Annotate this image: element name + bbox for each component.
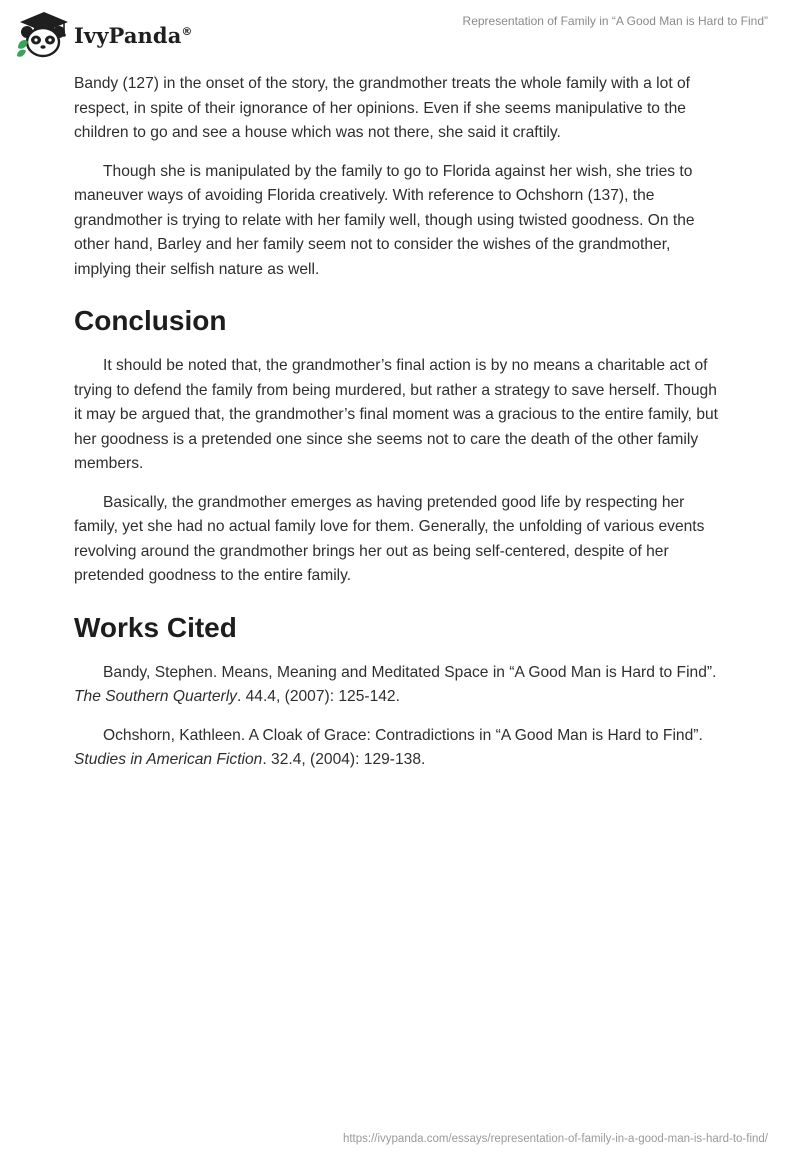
- citation-details: . 44.4, (2007): 125-142.: [236, 688, 400, 705]
- source-url[interactable]: https://ivypanda.com/essays/representation-of-family-in-a-good-man-is-hard-to-find/: [342, 1133, 768, 1145]
- citation-journal: The Southern Quarterly: [74, 688, 237, 705]
- paragraph-2: Though she is manipulated by the family to go to Florida against her wish, she tries to maneuver ways of avoiding Florida creatively. With reference to Ochshorn (137), the grandmother is trying to relate with her family well, though using twisted goodness. On the other hand, Barley and her family seem not to consider the wishes of the grandmother, implying their selfish nature as well.: [74, 162, 695, 278]
- logo-text: IvyPanda®: [74, 22, 193, 48]
- paragraph-4: Basically, the grandmother emerges as having pretended good life by respecting her family, yet she had no actual family love for them. Generally, the unfolding of various events revolving around the grandmother brings her out as being self-centered, despite of her pretended goodness to the entire family.: [74, 493, 705, 584]
- works-cited-heading: Works Cited: [74, 611, 237, 643]
- panda-logo-icon: [14, 8, 72, 60]
- citation-journal: Studies in American Fiction: [74, 751, 263, 768]
- citation-bandy: [74, 661, 724, 710]
- paragraph-3: It should be noted that, the grandmother’s final action is by no means a charitable act of trying to defend the family from being murdered, but rather a strategy to save herself. Though it may be argued that, the grandmother’s final moment was a gracious to the entire family, but her goodness is a pretended one since she seems not to care the death of the other family members.: [74, 357, 719, 472]
- citation-text: Ochshorn, Kathleen. A Cloak of Grace: Contradictions in “A Good Man is Hard to Find”.: [103, 726, 703, 744]
- document-title: Representation of Family in “A Good Man is Hard to Find”: [462, 14, 768, 28]
- citation-text: Bandy, Stephen. Means, Meaning and Meditated Space in “A Good Man is Hard to Find”.: [103, 663, 717, 681]
- ivypanda-logo[interactable]: [14, 8, 193, 60]
- paragraph-1: Bandy (127) in the onset of the story, the grandmother treats the whole family with a lot of respect, in spite of their ignorance of her opinions. Even if she seems manipulative to the children to go and see a house which was not there, she said it craftily.: [74, 75, 690, 141]
- citation-ochshorn: [74, 724, 724, 773]
- citation-details: . 32.4, (2004): 129-138.: [262, 751, 426, 768]
- registered-mark: ®: [181, 24, 193, 38]
- page-header: [0, 0, 800, 70]
- conclusion-heading: Conclusion: [74, 305, 227, 336]
- essay-content: [74, 72, 724, 787]
